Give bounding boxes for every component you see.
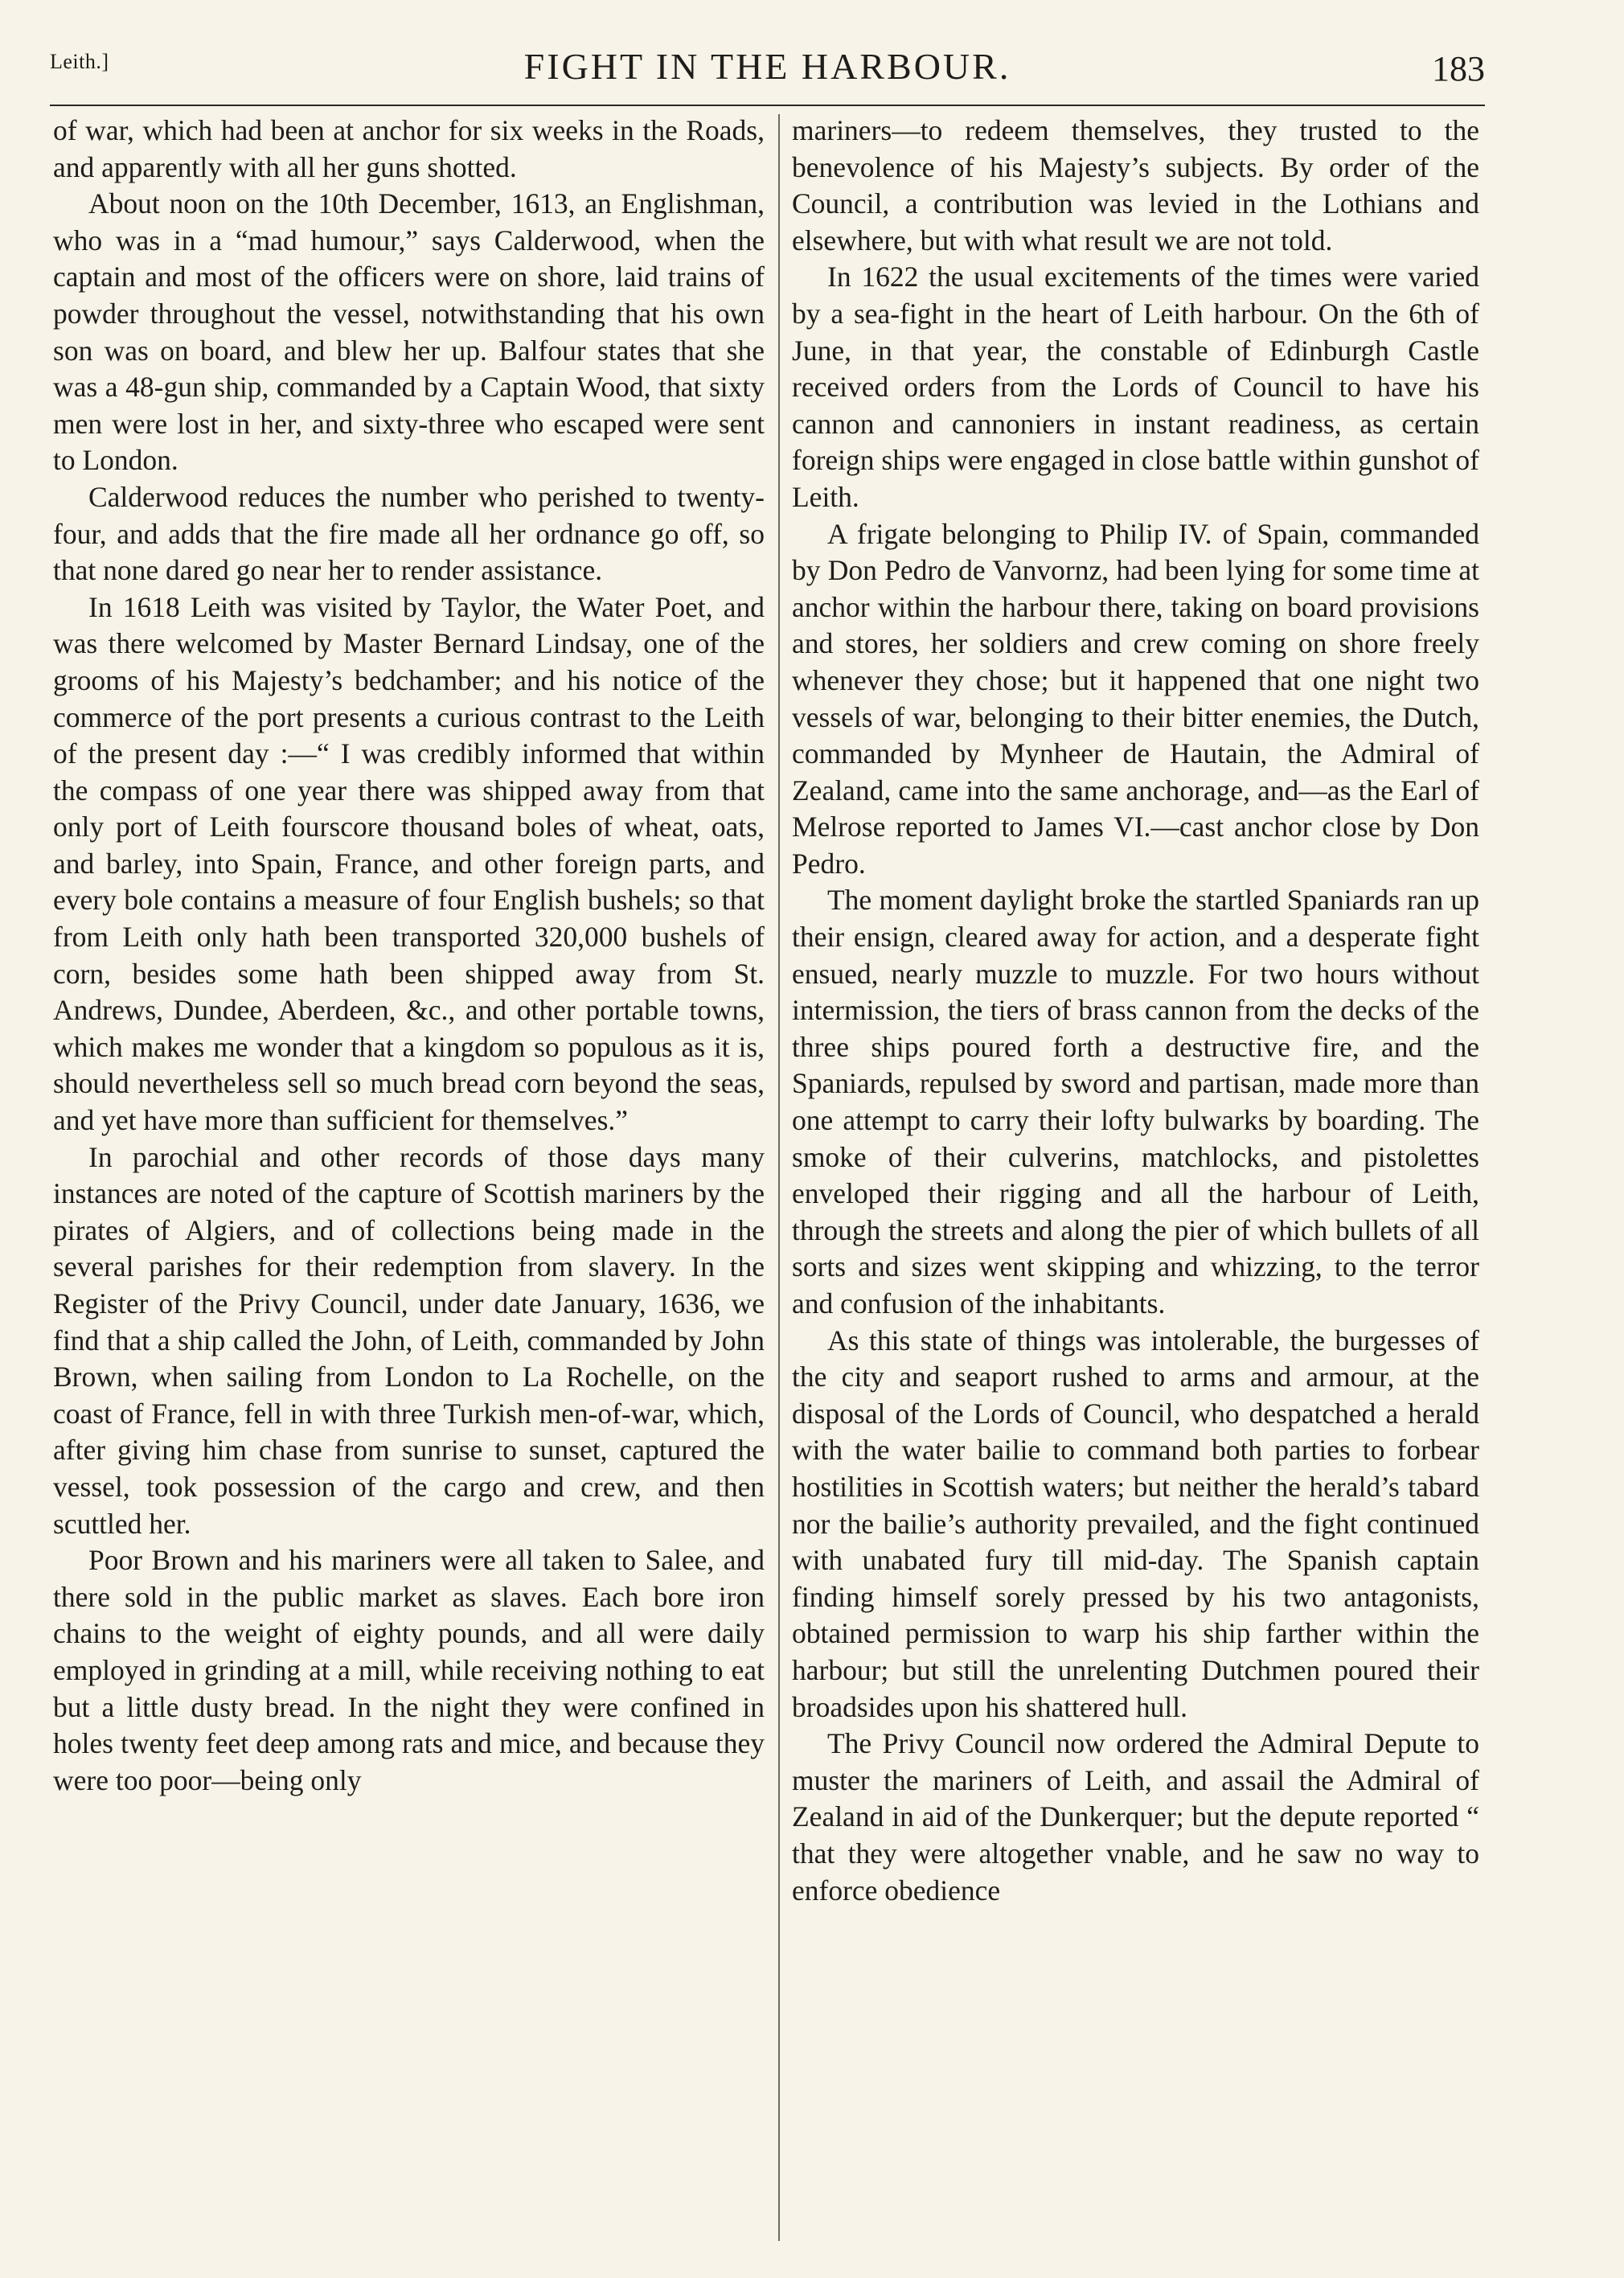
- column-divider: [778, 114, 780, 2241]
- paragraph: About noon on the 10th December, 1613, an Englishman, who was in a “mad humour,” says Calderwood, when the captain and most of the officers were on shore, laid trains of powder throughout the vessel, notwithstanding that his own son was on board, and blew her up. Balfour states that she was a 48-gun ship, commanded by a Captain Wood, that sixty men were lost in her, and sixty-three who escaped were sent to London.: [53, 187, 765, 477]
- paragraph: In parochial and other records of those days many instances are noted of the capture of Scottish mariners by the pirates of Algiers, and of collections being made in the several parishes for their redemption from slavery. In the Register of the Privy Council, under date January, 1636, we find that a ship called the John, of Leith, commanded by John Brown, when sailing from London to La Rochelle, on the coast of France, fell in with three Turkish men-of-war, which, after giving him chase from sunrise to sunset, captured the vessel, took possession of the cargo and crew, and then scuttled her.: [53, 1140, 765, 1540]
- page-title: FIGHT IN THE HARBOUR.: [523, 46, 1011, 87]
- paragraph: In 1622 the usual excitements of the times were varied by a sea-fight in the heart of Leith harbour. On the 6th of June, in that year, the constable of Edinburgh Castle received orders from the Lords of Council to have his cannon and cannoniers in instant readiness, as certain foreign ships were engaged in close battle within gunshot of Leith.: [792, 261, 1479, 513]
- left-column: [53, 113, 765, 1799]
- right-column: [792, 113, 1479, 1909]
- paragraph: mariners—to redeem themselves, they trusted to the benevolence of his Majesty’s subjects. By order of the Council, a contribution was levied in the Lothians and elsewhere, but with what result we are not told.: [792, 114, 1479, 257]
- paragraph: Calderwood reduces the number who perished to twenty-four, and adds that the fire made all her ordnance go off, so that none dared go near her to render assistance.: [53, 480, 765, 587]
- running-header: [50, 42, 1485, 106]
- paragraph: A frigate belonging to Philip IV. of Spain, commanded by Don Pedro de Vanvornz, had been lying for some time at anchor within the harbour there, taking on board provisions and stores, her soldiers and crew coming on shore freely whenever they chose; but it happened that one night two vessels of war, belonging to their bitter enemies, the Dutch, commanded by Mynheer de Hautain, the Admiral of Zealand, came into the same anchorage, and—as the Earl of Melrose reported to James VI.—cast anchor close by Don Pedro.: [792, 517, 1479, 880]
- header-section-label: Leith.]: [50, 50, 109, 73]
- page-number: 183: [1432, 49, 1485, 88]
- paragraph: As this state of things was intolerable, the burgesses of the city and seaport rushed to arms and armour, at the disposal of the Lords of Council, who despatched a herald with the water bailie to command both parties to forbear hostilities in Scottish waters; but neither the herald’s tabard nor the bailie’s authority prevailed, and the fight continued with unabated fury till mid-day. The Spanish captain finding himself sorely pressed by his two antagonists, obtained permission to warp his ship farther within the harbour; but still the unrelenting Dutchmen poured their broadsides upon his shattered hull.: [792, 1324, 1479, 1723]
- paragraph: In 1618 Leith was visited by Taylor, the Water Poet, and was there welcomed by Master Bernard Lindsay, one of the grooms of his Majesty’s bedchamber; and his notice of the commerce of the port presents a curious contrast to the Leith of the present day :—“ I was credibly informed that within the compass of one year there was shipped away from that only port of Leith fourscore thousand boles of wheat, oats, and barley, into Spain, France, and other foreign parts, and every bole contains a measure of four English bushels; so that from Leith only hath been transported 320,000 bushels of corn, besides some hath been shipped away from St. Andrews, Dundee, Aberdeen, &c., and other portable towns, which makes me wonder that a kingdom so populous as it is, should nevertheless sell so much bread corn beyond the seas, and yet have more than sufficient for themselves.”: [53, 590, 765, 1137]
- paragraph: Poor Brown and his mariners were all taken to Salee, and there sold in the public market as slaves. Each bore iron chains to the weight of eighty pounds, and all were daily employed in grinding at a mill, while receiving nothing to eat but a little dusty bread. In the night they were confined in holes twenty feet deep among rats and mice, and because they were too poor—being only: [53, 1544, 765, 1796]
- paragraph: The moment daylight broke the startled Spaniards ran up their ensign, cleared away for action, and a desperate fight ensued, nearly muzzle to muzzle. For two hours without intermission, the tiers of brass cannon from the decks of the three ships poured forth a destructive fire, and the Spaniards, repulsed by sword and partisan, made more than one attempt to carry their lofty bulwarks by boarding. The smoke of their culverins, matchlocks, and pistolettes enveloped their rigging and all the harbour of Leith, through the streets and along the pier of which bullets of all sorts and sizes went skipping and whizzing, to the terror and confusion of the inhabitants.: [792, 884, 1479, 1320]
- paragraph: The Privy Council now ordered the Admiral Depute to muster the mariners of Leith, and assail the Admiral of Zealand in aid of the Dunkerquer; but the depute reported “ that they were altogether vnable, and he saw no way to enforce obedience: [792, 1727, 1479, 1907]
- paragraph: of war, which had been at anchor for six weeks in the Roads, and apparently with all her guns shotted.: [53, 114, 765, 183]
